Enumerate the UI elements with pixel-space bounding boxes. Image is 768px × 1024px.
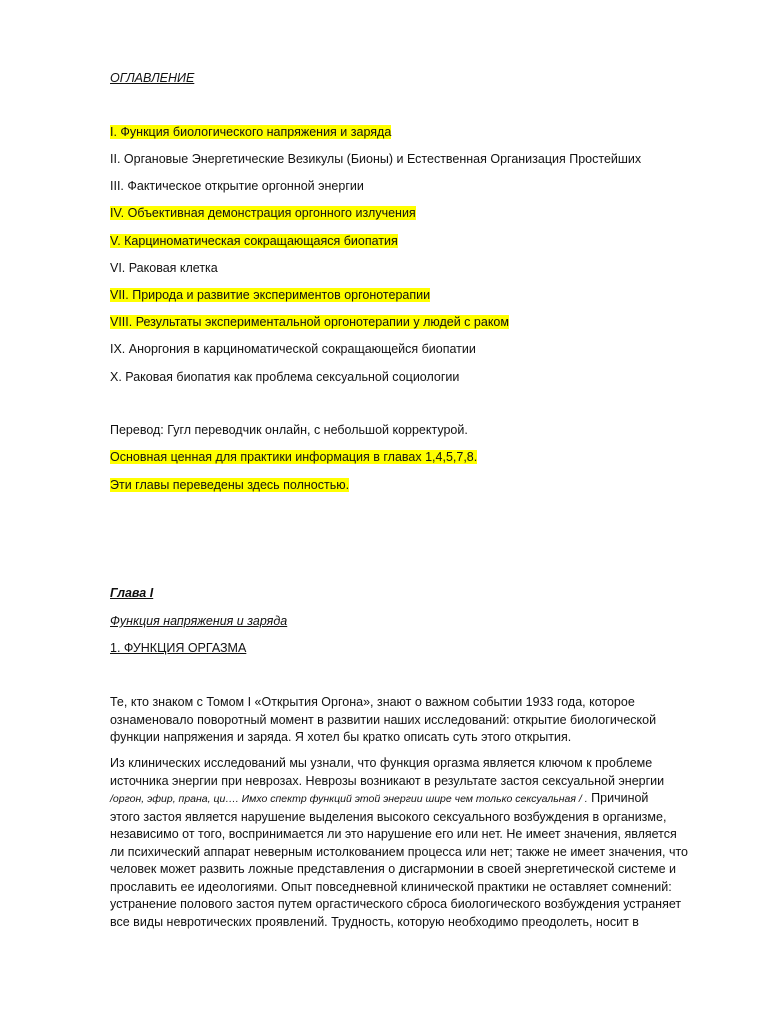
- paragraph-2: [110, 755, 689, 931]
- toc-item-5: [110, 233, 398, 249]
- toc-item-4: [110, 205, 416, 221]
- toc-item-text: VIII. Результаты экспериментальной оргонотерапии у людей с раком: [110, 315, 509, 329]
- toc-item-text: II. Органовые Энергетические Везикулы (Бионы) и Естественная Организация Простейших: [110, 152, 642, 166]
- paragraph-line: Из клинических исследований мы узнали, что функция оргазма является ключом к проблеме: [110, 756, 653, 770]
- main-info-text: Основная ценная для практики информация в главах 1,4,5,7,8.: [110, 450, 478, 464]
- paragraph-line: Те, кто знаком с Томом I «Открытия Оргона», знают о важном событии 1933 года, которое: [110, 695, 635, 709]
- toc-item-text: X. Раковая биопатия как проблема сексуальной социологии: [110, 370, 460, 384]
- toc-item-10: [110, 369, 459, 385]
- paragraph-line: прославить ее идеологиями. Опыт повседневной клинической практики не оставляет сомнений:: [110, 879, 672, 894]
- toc-item-text: IV. Объективная демонстрация оргонного излучения: [110, 206, 416, 220]
- toc-item-2: [110, 151, 641, 167]
- toc-item-text: IX. Анoргония в карциноматической сокращающейся биопатии: [110, 342, 476, 356]
- chapter-title: Функция напряжения и заряда: [110, 614, 288, 628]
- paragraph-line: ли психический аппарат неверным истолкованием процесса или нет; также не имеет значения, что: [110, 844, 689, 859]
- paragraph-line: независимо от того, воспринимается ли это нарушение его или нет. Не имеет значения, является: [110, 827, 677, 841]
- translator-note: /оргон, эфир, прана, ци…. Имхо спектр функций этой энергии шире чем только сексуальная / .: [110, 793, 588, 805]
- translated-full-text: Эти главы переведены здесь полностью.: [110, 478, 350, 492]
- paragraph-line: источника энергии при неврозах. Неврозы возникают в результате застоя сексуальной энергии: [110, 773, 665, 788]
- paragraph-line: этого застоя является нарушение выделения высокого сексуального возбуждения в организме,: [110, 809, 667, 824]
- paragraph-1: [110, 694, 670, 747]
- translation-note: Перевод: Гугл переводчик онлайн, с небольшой корректурой.: [110, 423, 468, 437]
- chapter-label: Глава I: [110, 586, 154, 600]
- paragraph-line: функции напряжения и заряда. Я хотел бы кратко описать суть этого открытия.: [110, 730, 572, 744]
- toc-item-8: [110, 314, 509, 330]
- toc-item-6: [110, 260, 218, 276]
- translated-full-note: [110, 477, 349, 493]
- toc-item-9: [110, 341, 476, 357]
- toc-title: ОГЛАВЛЕНИЕ: [110, 71, 195, 85]
- toc-item-text: III. Фактическое открытие оргонной энергии: [110, 179, 364, 193]
- section-heading: 1. ФУНКЦИЯ ОРГАЗМА: [110, 641, 247, 655]
- paragraph-line: человек может развить ложные представления о дисгармонии в своей энергетической системе и: [110, 862, 676, 876]
- main-info-note: [110, 449, 477, 465]
- paragraph-line: устранение полового застоя путем оргастического сброса биологического возбуждения устраняет: [110, 897, 682, 911]
- toc-item-7: [110, 287, 430, 303]
- toc-item-text: V. Карциноматическая сокращающаяся биопатия: [110, 234, 398, 248]
- paragraph-line-note: [110, 790, 670, 809]
- toc-item-text: VII. Природа и развитие экспериментов оргонотерапии: [110, 288, 431, 302]
- paragraph-text: Причиной: [587, 791, 649, 805]
- toc-item-1: [110, 124, 391, 140]
- paragraph-line: ознаменовало поворотный момент в развитии наших исследований: открытие биологической: [110, 712, 657, 727]
- toc-item-text: VI. Раковая клетка: [110, 261, 218, 275]
- toc-item-3: [110, 178, 364, 194]
- paragraph-line: все виды невротических проявлений. Трудность, которую необходимо преодолеть, носит в: [110, 914, 639, 929]
- toc-item-text: I. Функция биологического напряжения и заряда: [110, 125, 392, 139]
